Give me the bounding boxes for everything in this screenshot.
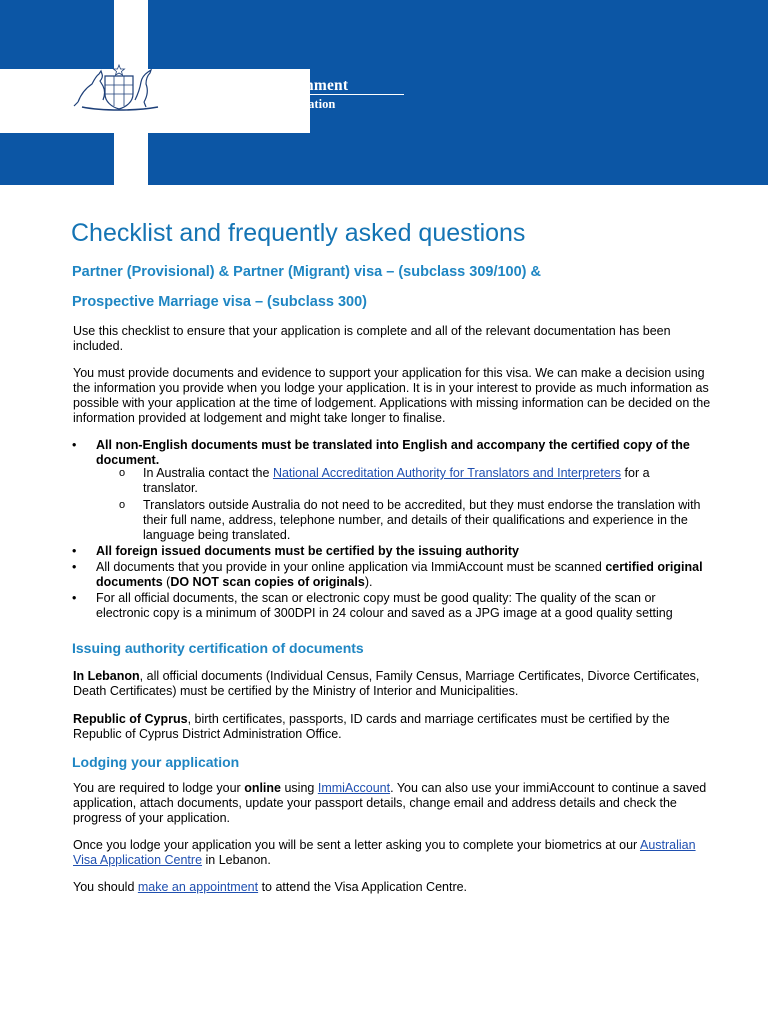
subtitle-partner-visa: Partner (Provisional) & Partner (Migrant) visa – (subclass 309/100) &: [72, 264, 541, 280]
bullet-icon: •: [72, 544, 77, 558]
bullet-scan-quality: For all official documents, the scan or electronic copy must be good quality: The quality of the scan or electronic copy is a minimum of 300DPI in 24 colour and saved as a JPG image at a good quality setting: [96, 591, 673, 620]
visa-application-centre-link[interactable]: Australian Visa Application Centre: [73, 838, 696, 867]
text: to attend the Visa Application Centre.: [258, 880, 468, 894]
text: In Australia contact the: [143, 466, 273, 480]
text: You are required to lodge your: [73, 781, 245, 795]
bold-text: In Lebanon: [73, 669, 140, 683]
text: All documents that you provide in your online application via ImmiAccount must be scanned: [96, 560, 606, 574]
department-line-2: and Border Protection: [186, 111, 306, 125]
sub-bullet-icon: o: [119, 467, 126, 479]
intro-paragraph-2: You must provide documents and evidence to support your application for this visa. We can make a decision using the information you provide when you lodge your application. It is in your interest to provide as much information as possible with your application at the time of lodgement. Applications with missing information can be decided on the information provided at lodgement and might take longer to finalise.: [73, 366, 711, 425]
bold-text: DO NOT scan copies of originals: [170, 575, 365, 589]
intro-paragraph-1: Use this checklist to ensure that your application is complete and all of the relevant documentation has been included.: [73, 324, 671, 353]
text: , birth certificates, passports, ID cards and marriage certificates must be certified by the Republic of Cyprus District Administration Office.: [73, 712, 670, 741]
text: for a translator.: [143, 466, 650, 495]
government-name: Australian Government: [186, 77, 349, 94]
section-heading-issuing-authority: Issuing authority certification of documents: [72, 640, 364, 656]
sub-bullet-naati: [143, 466, 703, 496]
bullet-icon: •: [72, 438, 77, 452]
bullet-foreign-certification: All foreign issued documents must be certified by the issuing authority: [96, 544, 519, 558]
cyprus-paragraph: [73, 712, 713, 742]
naati-link[interactable]: National Accreditation Authority for Translators and Interpreters: [272, 466, 622, 480]
bullet-icon: •: [72, 560, 77, 574]
department-name: [186, 97, 335, 125]
immiaccount-link[interactable]: ImmiAccount: [317, 781, 391, 795]
sub-bullet-translators-outside: Translators outside Australia do not need to be accredited, but they must endorse the translation with their full name, address, telephone number, and details of their qualifications and experience in the language being translated.: [143, 498, 701, 542]
bullet-translation-requirement: All non-English documents must be translated into English and accompany the certified copy of the document.: [96, 438, 690, 467]
text: . You can also use your immiAccount to continue a saved application, attach documents, update your passport details, change email and address details and check the progress of your application.: [73, 781, 707, 825]
text: using: [281, 781, 318, 795]
lodging-paragraph-2: [73, 838, 713, 868]
text: , all official documents (Individual Census, Family Census, Marriage Certificates, Divorce Certificates, Death Certificates) must be certified by the Ministry of Interior and Municipalities.: [73, 669, 700, 698]
lodging-paragraph-3: [73, 880, 713, 895]
bold-text: online: [244, 781, 281, 795]
bold-text: certified original documents: [96, 560, 703, 589]
lebanon-paragraph: [73, 669, 713, 699]
text: You should: [73, 880, 138, 894]
text: (: [162, 575, 171, 589]
department-line-1: Department of Immigration: [186, 97, 336, 111]
bold-text: Republic of Cyprus: [73, 712, 188, 726]
bullet-icon: •: [72, 591, 77, 605]
text: in Lebanon.: [202, 853, 271, 867]
header-divider: [186, 94, 404, 95]
coat-of-arms-icon: [72, 62, 166, 112]
make-appointment-link[interactable]: make an appointment: [137, 880, 259, 894]
section-heading-lodging: Lodging your application: [72, 754, 240, 770]
sub-bullet-icon: o: [119, 499, 126, 511]
text: ).: [364, 575, 373, 589]
subtitle-prospective-marriage-visa: Prospective Marriage visa – (subclass 300): [72, 294, 367, 310]
page-title: Checklist and frequently asked questions: [71, 219, 526, 247]
header-banner: [0, 0, 768, 185]
bullet-scan-certified-originals: [96, 560, 706, 590]
lodging-paragraph-1: [73, 781, 713, 826]
text: Once you lodge your application you will be sent a letter asking you to complete your biometrics at our: [73, 838, 640, 852]
